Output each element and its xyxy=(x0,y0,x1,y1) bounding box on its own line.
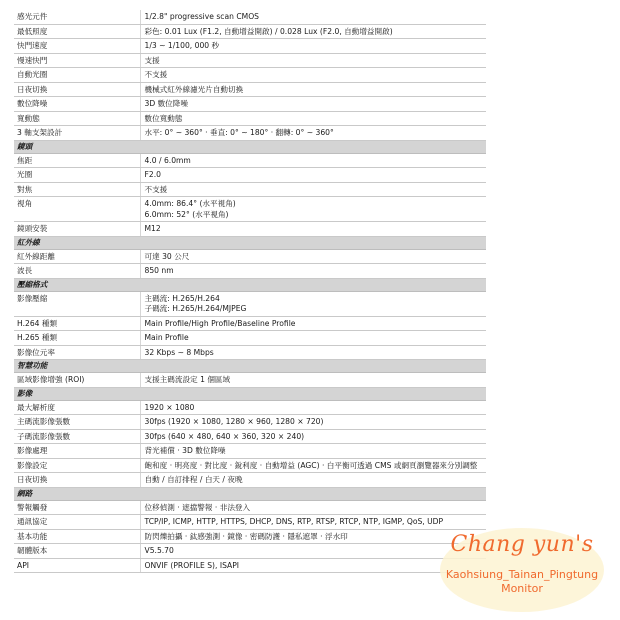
spec-value: 4.0mm: 86.4° (水平視角) xyxy=(144,199,236,208)
spec-value-cell xyxy=(140,82,486,97)
section-header-row xyxy=(14,487,486,500)
spec-value: TCP/IP, ICMP, HTTP, HTTPS, DHCP, DNS, RTP, RTSP, RTCP, NTP, IGMP, QoS, UDP xyxy=(144,517,444,526)
spec-row xyxy=(14,473,486,488)
spec-label: 影像處理 xyxy=(14,444,140,459)
spec-value: 水平: 0° ~ 360° · 垂直: 0° ~ 180° · 翻轉: 0° ~ 360° xyxy=(144,128,334,137)
spec-value-cell xyxy=(140,373,486,388)
spec-row xyxy=(14,53,486,68)
spec-row xyxy=(14,345,486,360)
spec-label: 警報觸發 xyxy=(14,500,140,515)
spec-label: 日夜切換 xyxy=(14,473,140,488)
spec-value: 30fps (640 × 480, 640 × 360, 320 × 240) xyxy=(144,431,305,441)
spec-row xyxy=(14,500,486,515)
spec-label: 區域影像增強 (ROI) xyxy=(14,373,140,388)
spec-row xyxy=(14,82,486,97)
spec-value-cell xyxy=(140,291,486,316)
spec-value-cell xyxy=(140,500,486,515)
spec-label: 主碼流影像張數 xyxy=(14,415,140,430)
spec-value: 主碼流: H.265/H.264 xyxy=(144,293,220,303)
spec-value: Main Profile xyxy=(144,333,189,342)
spec-value: 1920 × 1080 xyxy=(144,402,195,412)
spec-value: 1/2.8" progressive scan CMOS xyxy=(144,12,260,21)
spec-value-cell xyxy=(140,444,486,459)
section-title: 智慧功能 xyxy=(14,360,486,373)
spec-value-cell xyxy=(140,126,486,141)
spec-row xyxy=(14,544,486,559)
spec-label: API xyxy=(14,558,140,573)
spec-value-cell xyxy=(140,249,486,264)
spec-label: 焦距 xyxy=(14,153,140,168)
spec-label: 慢速快門 xyxy=(14,53,140,68)
spec-label: 視角 xyxy=(14,197,140,222)
spec-label: 波長 xyxy=(14,264,140,279)
section-title: 壓縮格式 xyxy=(14,278,486,291)
spec-value-cell xyxy=(140,316,486,331)
spec-label: 韌體版本 xyxy=(14,544,140,559)
spec-row xyxy=(14,316,486,331)
spec-label: 光圈 xyxy=(14,168,140,183)
spec-value-cell xyxy=(140,415,486,430)
section-title: 鏡頭 xyxy=(14,140,486,153)
spec-value-cell xyxy=(140,39,486,54)
section-title: 影像 xyxy=(14,387,486,400)
spec-row xyxy=(14,264,486,279)
spec-row xyxy=(14,68,486,83)
watermark-monitor-text: Monitor xyxy=(501,582,543,595)
section-header-row xyxy=(14,140,486,153)
spec-table-body xyxy=(14,10,486,573)
spec-sheet xyxy=(14,10,486,573)
spec-label: 數位降噪 xyxy=(14,97,140,112)
spec-row xyxy=(14,458,486,473)
spec-value-cell xyxy=(140,182,486,197)
spec-label: 最低照度 xyxy=(14,24,140,39)
spec-row xyxy=(14,291,486,316)
spec-label: H.264 種類 xyxy=(14,316,140,331)
spec-row xyxy=(14,331,486,346)
watermark-brand-name: Chang yun's xyxy=(450,532,594,557)
section-header-row xyxy=(14,278,486,291)
section-header-row xyxy=(14,236,486,249)
watermark-logo xyxy=(434,528,610,612)
spec-value: 機械式紅外線濾光片自動切換 xyxy=(144,84,244,94)
spec-value-cell xyxy=(140,222,486,237)
spec-label: 基本功能 xyxy=(14,529,140,544)
section-header-row xyxy=(14,387,486,400)
spec-value: 可達 30 公尺 xyxy=(144,251,190,261)
spec-row xyxy=(14,97,486,112)
spec-row xyxy=(14,558,486,573)
spec-row xyxy=(14,444,486,459)
spec-row xyxy=(14,429,486,444)
spec-value: 支援主碼流設定 1 個區域 xyxy=(144,375,231,384)
spec-row xyxy=(14,24,486,39)
spec-row xyxy=(14,168,486,183)
spec-row xyxy=(14,39,486,54)
spec-label: 快門速度 xyxy=(14,39,140,54)
spec-label: 影像位元率 xyxy=(14,345,140,360)
spec-row xyxy=(14,515,486,530)
spec-value-cell xyxy=(140,458,486,473)
spec-row xyxy=(14,373,486,388)
spec-value: M12 xyxy=(144,224,161,233)
section-header-row xyxy=(14,360,486,373)
spec-row xyxy=(14,400,486,415)
spec-value-cell xyxy=(140,168,486,183)
spec-label: 寬動態 xyxy=(14,111,140,126)
spec-value-cell xyxy=(140,10,486,24)
spec-value-cell xyxy=(140,345,486,360)
spec-row xyxy=(14,126,486,141)
spec-value-cell xyxy=(140,68,486,83)
spec-value: F2.0 xyxy=(144,170,161,179)
spec-value-cell xyxy=(140,264,486,279)
spec-value-cell xyxy=(140,331,486,346)
spec-label: 影像壓縮 xyxy=(14,291,140,316)
spec-label: 對焦 xyxy=(14,182,140,197)
spec-label: 感光元件 xyxy=(14,10,140,24)
spec-row xyxy=(14,529,486,544)
spec-row xyxy=(14,111,486,126)
spec-value: 不支援 xyxy=(144,184,168,194)
spec-row xyxy=(14,222,486,237)
spec-label: 子碼流影像張數 xyxy=(14,429,140,444)
spec-value: 支援 xyxy=(144,55,160,65)
spec-label: 紅外線距離 xyxy=(14,249,140,264)
spec-value: 彩色: 0.01 Lux (F1.2, 自動增益開啟) / 0.028 Lux (F2.0, 自動增益開啟) xyxy=(144,26,393,36)
spec-value-cell xyxy=(140,24,486,39)
spec-value: 32 Kbps ~ 8 Mbps xyxy=(144,347,214,357)
spec-label: 通訊協定 xyxy=(14,515,140,530)
spec-row xyxy=(14,415,486,430)
spec-value: Main Profile/High Profile/Baseline Profile xyxy=(144,318,296,328)
spec-value-cell xyxy=(140,111,486,126)
spec-value-cell xyxy=(140,153,486,168)
spec-label: 鏡頭安裝 xyxy=(14,222,140,237)
spec-value: 30fps (1920 × 1080, 1280 × 960, 1280 × 720) xyxy=(144,417,324,426)
spec-value-cell xyxy=(140,515,486,530)
spec-value: 1/3 ~ 1/100, 000 秒 xyxy=(144,41,220,50)
spec-value: 位移偵測 · 遮擋警報 · 非法登入 xyxy=(144,502,251,512)
section-title: 紅外線 xyxy=(14,236,486,249)
spec-value: ONVIF (PROFILE S), ISAPI xyxy=(144,560,240,570)
spec-value-cell xyxy=(140,429,486,444)
watermark-region-text: Kaohsiung_Tainan_Pingtung xyxy=(445,568,599,581)
spec-value: 6.0mm: 52° (水平視角) xyxy=(144,209,229,219)
spec-row xyxy=(14,197,486,222)
spec-value: 飽和度 · 明亮度 · 對比度 · 銳利度 · 自動增益 (AGC) · 白平衡可透過 CMS 或網頁瀏覽器來分別調整 xyxy=(144,460,478,470)
spec-value: 防閃爍拍攝 · 鈦感強測 · 鏡像 · 密碼防護 · 隱私遮罩 · 浮水印 xyxy=(144,531,348,541)
spec-label: 自動光圈 xyxy=(14,68,140,83)
spec-row xyxy=(14,249,486,264)
spec-value: 850 nm xyxy=(144,266,174,275)
spec-value-cell xyxy=(140,97,486,112)
spec-value-cell xyxy=(140,400,486,415)
spec-value-cell xyxy=(140,197,486,222)
spec-label: 最大解析度 xyxy=(14,400,140,415)
spec-label: 3 軸支架設計 xyxy=(14,126,140,141)
spec-value: 背光補償 · 3D 數位降噪 xyxy=(144,446,226,455)
section-title: 網路 xyxy=(14,487,486,500)
spec-value: V5.5.70 xyxy=(144,546,174,555)
spec-value: 不支援 xyxy=(144,70,168,79)
spec-label: H.265 種類 xyxy=(14,331,140,346)
spec-value: 4.0 / 6.0mm xyxy=(144,155,191,165)
spec-value: 數位寬動態 xyxy=(144,113,183,123)
spec-row xyxy=(14,182,486,197)
spec-table xyxy=(14,10,486,573)
spec-value-cell xyxy=(140,53,486,68)
spec-row xyxy=(14,10,486,24)
spec-value-cell xyxy=(140,473,486,488)
spec-value: 3D 數位降噪 xyxy=(144,99,188,108)
spec-value: 自動 / 自訂排程 / 白天 / 夜晚 xyxy=(144,475,243,484)
spec-label: 日夜切換 xyxy=(14,82,140,97)
spec-row xyxy=(14,153,486,168)
spec-label: 影像設定 xyxy=(14,458,140,473)
spec-value: 子碼流: H.265/H.264/MJPEG xyxy=(144,304,247,313)
